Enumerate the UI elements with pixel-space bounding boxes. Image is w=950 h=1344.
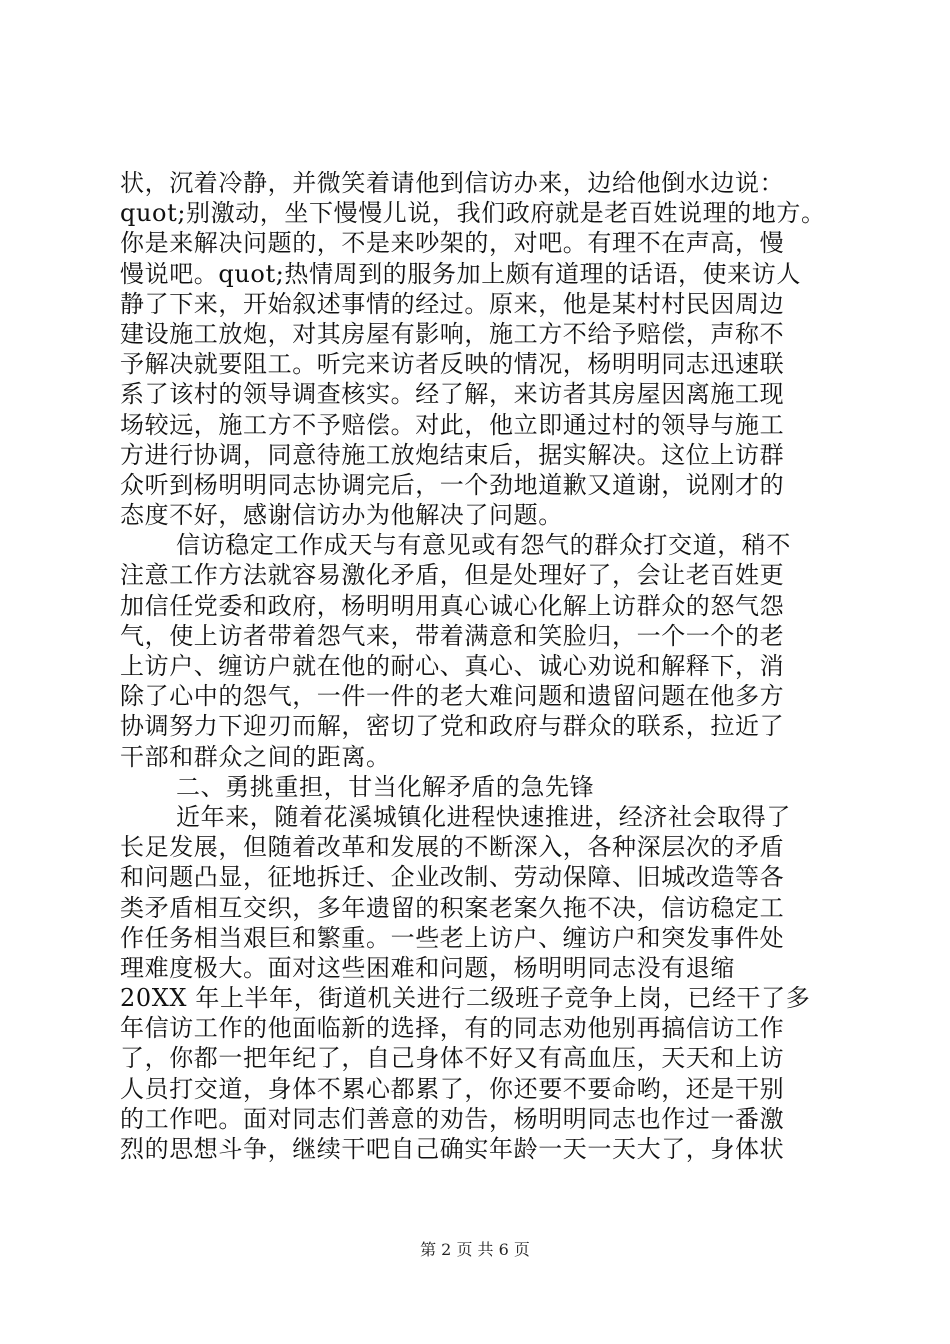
text-line: 除了心中的怨气，一件一件的老大难问题和遗留问题在他多方	[120, 682, 785, 711]
text-line: quot;别激动，坐下慢慢儿说，我们政府就是老百姓说理的地方。	[120, 199, 826, 228]
text-line: 注意工作方法就容易激化矛盾，但是处理好了，会让老百姓更	[120, 561, 785, 590]
text-line: 信访稳定工作成天与有意见或有怨气的群众打交道，稍不	[176, 531, 791, 560]
text-line: 和问题凸显，征地拆迁、企业改制、劳动保障、旧城改造等各	[120, 863, 785, 892]
text-line: 上访户、缠访户就在他的耐心、真心、诚心劝说和解释下，消	[120, 652, 785, 680]
text-line: 协调努力下迎刃而解，密切了党和政府与群众的联系，拉近了	[120, 712, 785, 741]
text-line: 了，你都一把年纪了，自己身体不好又有高血压，天天和上访	[120, 1044, 785, 1073]
text-line: 气，使上访者带着怨气来，带着满意和笑脸归，一个一个的老	[120, 621, 785, 650]
text-line: 理难度极大。面对这些困难和问题，杨明明同志没有退缩	[120, 953, 735, 982]
text-line: 方进行协调，同意待施工放炮结束后，据实解决。这位上访群	[120, 440, 785, 469]
text-line: 二、勇挑重担，甘当化解矛盾的急先锋	[176, 772, 595, 801]
text-line: 加信任党委和政府，杨明明用真心诚心化解上访群众的怒气怨	[120, 591, 785, 620]
text-line: 20XX 年上半年，街道机关进行二级班子竞争上岗，已经干了多	[120, 984, 811, 1013]
text-line: 态度不好，感谢信访办为他解决了问题。	[120, 501, 563, 530]
body-text	[120, 168, 840, 1164]
text-line: 你是来解决问题的，不是来吵架的，对吧。有理不在声高，慢	[120, 229, 785, 258]
text-line: 长足发展，但随着改革和发展的不断深入，各种深层次的矛盾	[120, 833, 785, 862]
text-line: 的工作吧。面对同志们善意的劝告，杨明明同志也作过一番激	[120, 1104, 785, 1133]
text-line: 年信访工作的他面临新的选择，有的同志劝他别再搞信访工作	[120, 1014, 785, 1043]
page-footer: 第 2 页 共 6 页	[420, 1240, 530, 1259]
text-line: 烈的思想斗争，继续干吧自己确实年龄一天一天大了，身体状	[120, 1135, 785, 1163]
text-line: 建设施工放炮，对其房屋有影响，施工方不给予赔偿，声称不	[120, 319, 785, 348]
text-line: 静了下来，开始叙述事情的经过。原来，他是某村村民因周边	[120, 289, 785, 318]
text-line: 众听到杨明明同志协调完后，一个劲地道歉又道谢，说刚才的	[120, 470, 785, 499]
text-line: 系了该村的领导调查核实。经了解，来访者其房屋因离施工现	[120, 380, 785, 409]
text-line: 人员打交道，身体不累心都累了，你还要不要命哟，还是干别	[120, 1074, 785, 1103]
text-line: 干部和群众之间的距离。	[120, 742, 391, 771]
text-line: 类矛盾相互交织，多年遗留的积案老案久拖不决，信访稳定工	[120, 893, 785, 922]
text-line: 场较远，施工方不予赔偿。对此，他立即通过村的领导与施工	[120, 410, 785, 439]
text-line: 慢说吧。quot;热情周到的服务加上颇有道理的话语，使来访人	[120, 259, 801, 288]
text-line: 近年来，随着花溪城镇化进程快速推进，经济社会取得了	[176, 802, 791, 831]
text-line: 作任务相当艰巨和繁重。一些老上访户、缠访户和突发事件处	[120, 923, 785, 952]
text-line: 予解决就要阻工。听完来访者反映的情况，杨明明同志迅速联	[120, 350, 785, 379]
text-line: 状，沉着冷静，并微笑着请他到信访办来，边给他倒水边说：	[120, 169, 785, 197]
